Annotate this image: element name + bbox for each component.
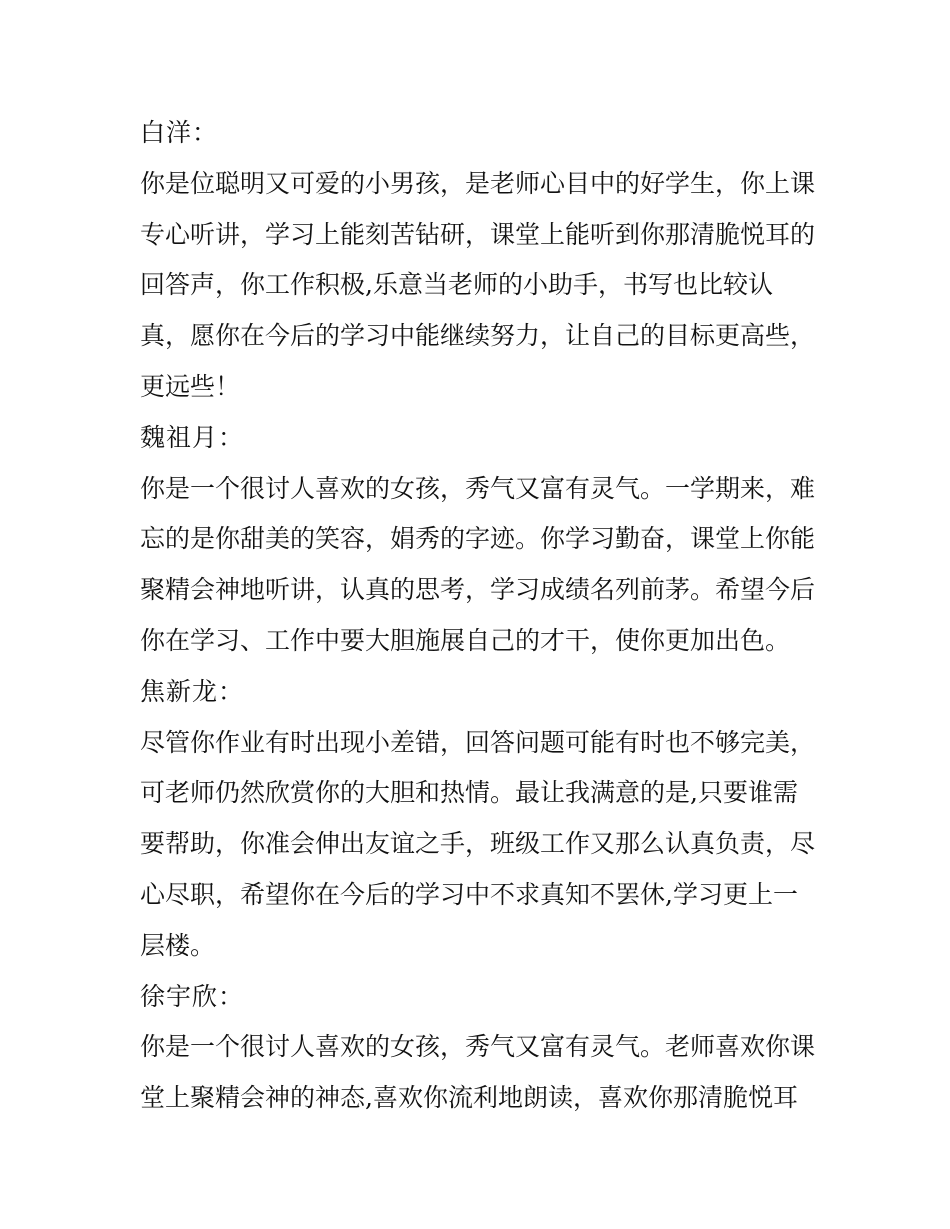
comment-section-xu-yuxin (140, 972, 830, 1124)
comment-section-wei-zuyue (140, 413, 830, 667)
document-body (140, 108, 830, 1124)
comment-line: 更远些！ (140, 371, 241, 401)
comment-line: 你在学习、工作中要大胆施展自己的才干，使你更加出色。 (140, 625, 791, 655)
comment-line: 可老师仍然欣赏你的大胆和热情。最让我满意的是,只要谁需 (140, 778, 798, 808)
comment-section-bai-yang (140, 108, 830, 413)
student-name: 魏祖月： (140, 422, 245, 452)
comment-line: 聚精会神地听讲，认真的思考，学习成绩名列前茅。希望今后 (140, 575, 816, 605)
comment-line: 尽管你作业有时出现小差错，回答问题可能有时也不够完美， (140, 727, 816, 757)
comment-line: 忘的是你甜美的笑容，娟秀的字迹。你学习勤奋，课堂上你能 (140, 524, 816, 554)
comment-section-jiao-xinlong (140, 667, 830, 972)
comment-line: 你是位聪明又可爱的小男孩，是老师心目中的好学生，你上课 (140, 168, 816, 198)
comment-line: 堂上聚精会神的神态,喜欢你流利地朗读，喜欢你那清脆悦耳 (140, 1083, 798, 1113)
student-name: 焦新龙： (140, 676, 245, 706)
comment-line: 层楼。 (140, 930, 216, 960)
student-name: 徐宇欣： (140, 981, 245, 1011)
comment-line: 要帮助，你准会伸出友谊之手，班级工作又那么认真负责，尽 (140, 829, 816, 859)
comment-line: 你是一个很讨人喜欢的女孩，秀气又富有灵气。老师喜欢你课 (140, 1032, 816, 1062)
student-name: 白洋： (140, 118, 219, 147)
comment-line: 心尽职，希望你在今后的学习中不求真知不罢休,学习更上一 (140, 879, 798, 909)
comment-line: 专心听讲，学习上能刻苦钻研，课堂上能听到你那清脆悦耳的 (140, 219, 816, 249)
comment-line: 回答声，你工作积极,乐意当老师的小助手，书写也比较认 (140, 270, 773, 300)
comment-line: 真，愿你在今后的学习中能继续努力，让自己的目标更高些， (140, 321, 816, 351)
comment-line: 你是一个很讨人喜欢的女孩，秀气又富有灵气。一学期来，难 (140, 473, 816, 503)
